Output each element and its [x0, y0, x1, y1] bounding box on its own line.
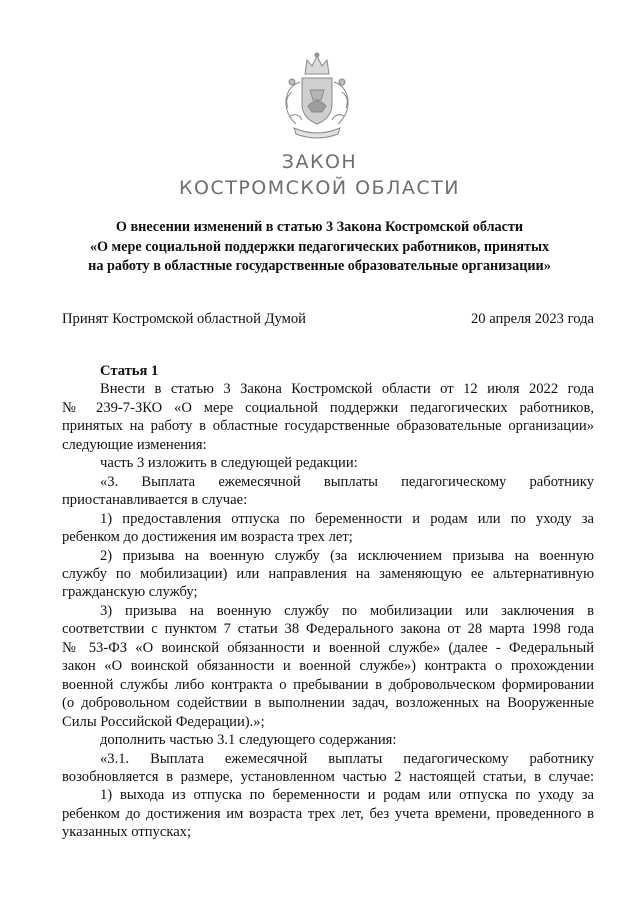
law-title-line-2: КОСТРОМСКОЙ ОБЛАСТИ: [179, 177, 460, 199]
subject-line-1: О внесении изменений в статью 3 Закона Костромской области: [115, 219, 524, 235]
law-title: [0, 150, 639, 202]
subject-line-2: «О мере социальной поддержки педагогических работников, принятых: [89, 238, 550, 255]
adoption-line: [62, 311, 594, 328]
body-line: «3. Выплата ежемесячной выплаты педагогическому работнику: [100, 473, 594, 490]
kostroma-coat-of-arms-emblem: [278, 52, 356, 144]
body-line: № 239-7-ЗКО «О мере социальной поддержки педагогических работников,: [62, 399, 594, 416]
body-line: следующие изменения:: [62, 436, 207, 453]
law-subject-title: [40, 218, 599, 277]
body-line: службу по мобилизации) или направления на заменяющую ее альтернативную: [62, 565, 594, 582]
body-line: военной службы либо контракта о пребывании в добровольческом формировании: [62, 676, 594, 693]
subject-line-3: на работу в областные государственные образовательные организации»: [88, 258, 551, 274]
article-heading: Статья 1: [100, 363, 159, 379]
body-line: гражданскую службу;: [62, 584, 198, 601]
body-line: ребенком до достижения им возраста трех лет;: [62, 529, 353, 546]
body-line: 1) предоставления отпуска по беременности и родам или по уходу за: [100, 510, 594, 527]
adoption-date: 20 апреля 2023 года: [471, 311, 594, 327]
body-line: приостанавливается в случае:: [62, 492, 248, 509]
adopted-by: Принят Костромской областной Думой: [62, 311, 306, 327]
body-line: ребенком до достижения им возраста трех лет, без учета времени, проведенного в: [62, 805, 594, 822]
body-line: (о добровольном содействии в выполнении задач, возложенных на Вооруженные: [62, 695, 594, 712]
body-line: закон «О воинской обязанности и военной службе») контракта о прохождении: [62, 658, 594, 675]
body-line: Внести в статью 3 Закона Костромской области от 12 июля 2022 года: [100, 381, 594, 398]
law-title-line-1: ЗАКОН: [281, 151, 358, 173]
body-line: 2) призыва на военную службу (за исключением призыва на военную: [100, 547, 594, 564]
body-line: № 53-ФЗ «О воинской обязанности и военной службе» (далее - Федеральный: [62, 639, 594, 656]
body-line: соответствии с пунктом 7 статьи 38 Федерального закона от 28 марта 1998 года: [62, 621, 594, 638]
body-line: дополнить частью 3.1 следующего содержания:: [100, 732, 397, 749]
article-body: [62, 362, 594, 842]
body-line: «3.1. Выплата ежемесячной выплаты педагогическому работнику: [100, 750, 594, 767]
body-line: принятых на работу в областные государственные образовательные организации»: [62, 418, 594, 435]
body-line: 1) выхода из отпуска по беременности и родам или отпуска по уходу за: [100, 787, 594, 804]
body-line: 3) призыва на военную службу по мобилизации или заключения в: [100, 602, 594, 619]
body-line: указанных отпусках;: [62, 824, 192, 841]
body-line: Силы Российской Федерации).»;: [62, 713, 265, 730]
body-line: часть 3 изложить в следующей редакции:: [100, 455, 358, 472]
body-line: возобновляется в размере, установленном частью 2 настоящей статьи, в случае:: [62, 768, 594, 785]
